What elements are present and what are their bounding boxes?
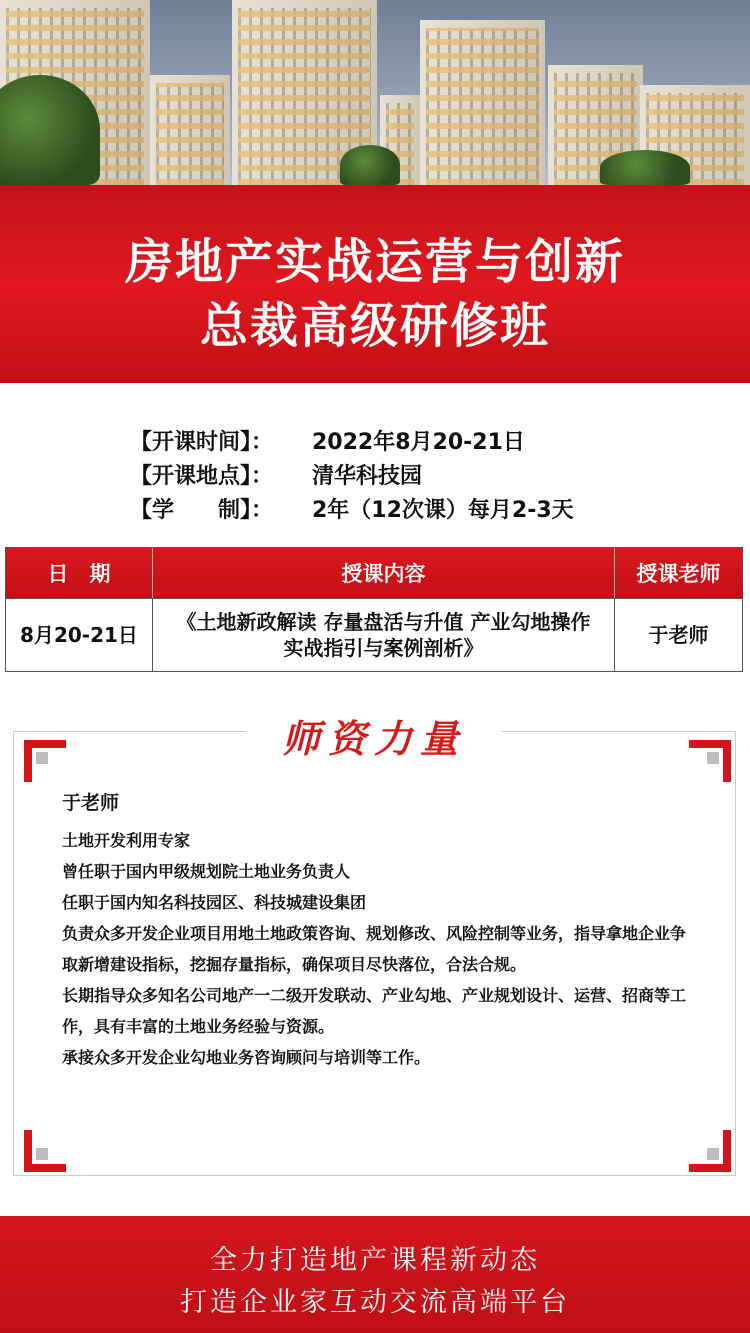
- row-content-line2: 实战指引与案例剖析》: [283, 636, 484, 660]
- corner-decoration-top-right: [689, 740, 731, 782]
- footer-slogan-line1: 全力打造地产课程新动态: [210, 1245, 540, 1276]
- info-label: 【开课时间】：: [130, 430, 274, 455]
- footer-slogan-line2: 打造企业家互动交流高端平台: [180, 1287, 570, 1318]
- title-banner: [0, 185, 750, 383]
- bio-paragraph: 土地开发利用专家: [62, 831, 191, 850]
- info-label: 【学 制】：: [130, 498, 274, 523]
- header-content: 授课内容: [153, 548, 615, 598]
- schedule-table: [5, 547, 743, 672]
- faculty-section-title: 师资力量: [281, 717, 466, 761]
- row-content-line1: 《土地新政解读 存量盘活与升值 产业勾地操作: [176, 610, 591, 634]
- bio-paragraph: 负责众多开发企业项目用地土地政策咨询、规划修改、风险控制等业务，指导拿地企业争取新增建设指标，挖掘存量指标，确保项目尽快落位，合法合规。: [62, 924, 687, 974]
- corner-decoration-top-left: [24, 740, 66, 782]
- info-value: 2022年8月20-21日: [312, 430, 525, 455]
- course-title-line2: 总裁高级研修班: [199, 298, 550, 354]
- info-row-time: [130, 426, 574, 460]
- bio-paragraph: 任职于国内知名科技园区、科技城建设集团: [62, 893, 367, 912]
- hero-building-photo: [0, 0, 750, 185]
- row-date: 8月20-21日: [6, 599, 153, 671]
- course-title-line1: 房地产实战运营与创新: [124, 234, 625, 290]
- header-date: 日 期: [6, 548, 153, 598]
- header-teacher: 授课老师: [636, 562, 721, 586]
- bio-paragraph: 长期指导众多知名公司地产一二级开发联动、产业勾地、产业规划设计、运营、招商等工作，具有丰富的土地业务经验与资源。: [62, 986, 687, 1036]
- bio-paragraph: 承接众多开发企业勾地业务咨询顾问与培训等工作。: [62, 1048, 431, 1067]
- course-info: [130, 426, 574, 528]
- info-label: 【开课地点】：: [130, 464, 274, 489]
- table-row: [6, 598, 742, 671]
- row-teacher: 于老师: [648, 623, 709, 647]
- info-value: 2年（12次课）每月2-3天: [312, 498, 574, 523]
- info-value: 清华科技园: [312, 464, 423, 489]
- corner-decoration-bottom-left: [24, 1130, 66, 1172]
- info-row-location: [130, 460, 574, 494]
- row-content: [153, 599, 615, 671]
- teacher-name: 于老师: [62, 792, 120, 814]
- corner-decoration-bottom-right: [689, 1130, 731, 1172]
- bio-paragraph: 曾任职于国内甲级规划院土地业务负责人: [62, 862, 351, 881]
- info-row-duration: [130, 494, 574, 528]
- footer-banner: [0, 1216, 750, 1333]
- teacher-bio: [62, 788, 697, 1073]
- table-header-row: [6, 548, 742, 598]
